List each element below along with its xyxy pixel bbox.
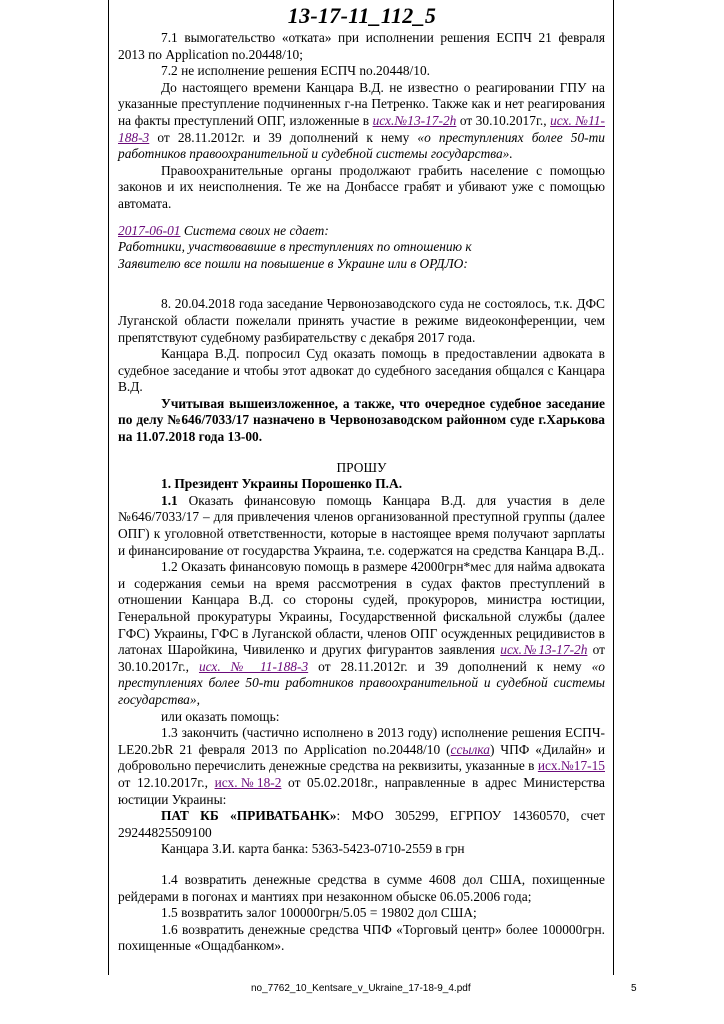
link-ref-11-188-3[interactable]: исх. №11-188-3 — [118, 112, 605, 145]
footer-filename: no_7762_10_Kentsare_v_Ukraine_17-18-9_4.pdf — [251, 983, 471, 994]
section-1-2-text-a: 1.2 Оказать финансовую помощь в размере 42000грн*мес для найма адвоката и содержания семьи на время рассмотрения в судах фактов преступлений в отношении Канцара В.Д. со стороны судей, прокуроров, министра юстиции, Генеральной прокуратуры Украины, Государственной фискальной службы (далее ГФС) Украины, ГФС в Луганской области, членов ОПГ осужденных рецидивистов в латонах Шаройкина, Чивиленко и других фигурантов заявления — [118, 559, 605, 658]
paragraph-gpu — [118, 80, 605, 163]
bank-name: ПАТ КБ «ПРИВАТБАНК» — [161, 808, 337, 824]
spacer — [118, 446, 605, 460]
quote-text-1: Система своих не сдает: — [180, 222, 329, 238]
section-1-2-italic: «о преступлениях более 50-ти работников правоохранительной и судебной системы государства», — [118, 658, 605, 707]
section-1-5: 1.5 возвратить залог 100000грн/5.05 = 19802 дол США; — [161, 905, 477, 921]
section-1-1 — [118, 493, 605, 559]
link-ref-13-17-2h[interactable]: исх.№13-17-2h — [372, 112, 457, 128]
link-ssylka[interactable]: ссылка — [450, 741, 490, 757]
spacer — [118, 858, 605, 872]
section-1-title: 1. Президент Украины Порошенко П.А. — [161, 476, 403, 492]
link-2017-06-01[interactable]: 2017-06-01 — [118, 222, 181, 238]
quote-line-1 — [118, 223, 605, 240]
section-1-4: 1.4 возвратить денежные средства в сумме 4608 дол США, похищенные рейдерами в погонах и мантиях при незаконном обыске 06.05.2006 года; — [118, 871, 605, 904]
paragraph-organs: Правоохранительные органы продолжают грабить население с помощью законов и их неисполнения. Те же на Донбассе грабят и убивают уже с помощью автомата. — [118, 162, 605, 211]
paragraph-considering: Учитывая вышеизложенное, а также, что очередное судебное заседание по делу №646/7033/17 назначено в Червонозаводском районном суде г.Харькова на 11.07.2018 года 13-00. — [118, 395, 605, 445]
section-1-2-text-b: от 30.10.2017г., — [118, 642, 605, 674]
paragraph-gpu-text-c: от 28.11.2012г. и 39 дополнений к нему — [149, 129, 418, 145]
paragraph-gpu-italic: «о преступлениях более 50-ти работников правоохранительной и судебной системы государства». — [118, 129, 605, 162]
section-1-6: 1.6 возвратить денежные средства ЧПФ «Торговый центр» более 100000грн. похищенные «Ощадбанком». — [118, 921, 605, 954]
section-1-3-text-d: от 05.02.2018г., направленные в адрес Министерства юстиции Украины: — [118, 774, 605, 807]
bank-details — [118, 808, 605, 841]
heading-proshu: ПРОШУ — [336, 459, 387, 475]
link-ref-17-15[interactable]: исх.№17-15 — [537, 758, 605, 774]
quote-line-3: Заявителю все пошли на повышение в Украине или в ОРДЛО: — [118, 255, 468, 271]
paragraph-gpu-text-a: До настоящего времени Канцара В.Д. не известно о реагировании ГПУ на указанные преступление подчиненных г-на Петренко. Также как и нет реагирования на факты преступлений ОПГ, изложенные в — [118, 79, 605, 128]
or-help-line: или оказать помощь: — [161, 708, 280, 724]
document-id-header: 13-17-11_112_5 — [287, 3, 437, 28]
section-1-1-number: 1.1 — [161, 492, 178, 508]
footer-page-number: 5 — [631, 983, 637, 994]
section-1-3 — [118, 725, 605, 808]
section-1-3-text-a: 1.3 закончить (частично исполнено в 2013 году) исполнение решения ЕСПЧ-LE20.2bR 21 февраля 2013 по Application no.20448/10 ( — [118, 725, 605, 757]
document-body — [118, 30, 605, 955]
section-1-3-text-b: ) ЧПФ «Дилайн» и добровольно перечислить денежные средства на реквизиты, указанные в — [118, 741, 605, 774]
bank-requisites: : МФО 305299, ЕГРПОУ 14360570, счет 29244825509100 — [118, 808, 605, 840]
paragraph-7-2: 7.2 не исполнение решения ЕСПЧ no.20448/10. — [161, 63, 430, 79]
link-ref-11-188-3-2[interactable]: исх. № 11-188-3 — [198, 658, 309, 674]
right-margin-line — [613, 0, 614, 975]
spacer — [118, 213, 605, 223]
section-1-2 — [118, 559, 605, 708]
bank-card: Канцара З.И. карта банка: 5363-5423-0710-2559 в грн — [161, 841, 465, 857]
paragraph-8: 8. 20.04.2018 года заседание Червонозаводского суда не состоялось, т.к. ДФС Луганской области пожелали принять участие в режиме видеоконференции, чем препятствуют судебному разбирательству с декабря 2017 года. — [118, 296, 605, 345]
paragraph-7-1: 7.1 вымогательство «отката» при исполнении решения ЕСПЧ 21 февраля 2013 по Application no.20448/10; — [118, 30, 605, 62]
paragraph-kantsara: Канцара В.Д. попросил Суд оказать помощь в предоставлении адвоката в судебное заседание и чтобы этот адвокат до судебного заседания общался с Канцара В.Д. — [118, 346, 605, 395]
quote-line-2: Работники, участвовавшие в преступлениях по отношению к — [118, 239, 472, 255]
section-1-1-text: Оказать финансовую помощь Канцара В.Д. для участия в деле №646/7033/17 – для привлечения членов организованной преступной группы (далее ОПГ) к уголовной ответственности, которые в настоящее время получают зарплаты и финансирование от государства Украина, т.е. содержатся на средства Канцара В.Д.. — [118, 492, 605, 558]
section-1-2-text-c: от 28.11.2012г. и 39 дополнений к нему — [308, 658, 592, 674]
left-margin-line — [108, 0, 109, 975]
spacer — [118, 272, 605, 286]
link-ref-13-17-2h-2[interactable]: исх.№13-17-2h — [500, 642, 588, 658]
link-ref-18-2[interactable]: исх.№18-2 — [214, 774, 282, 790]
paragraph-gpu-text-b: от 30.10.2017г., — [456, 112, 551, 128]
section-1-3-text-c: от 12.10.2017г., — [118, 774, 215, 790]
spacer — [118, 286, 605, 296]
